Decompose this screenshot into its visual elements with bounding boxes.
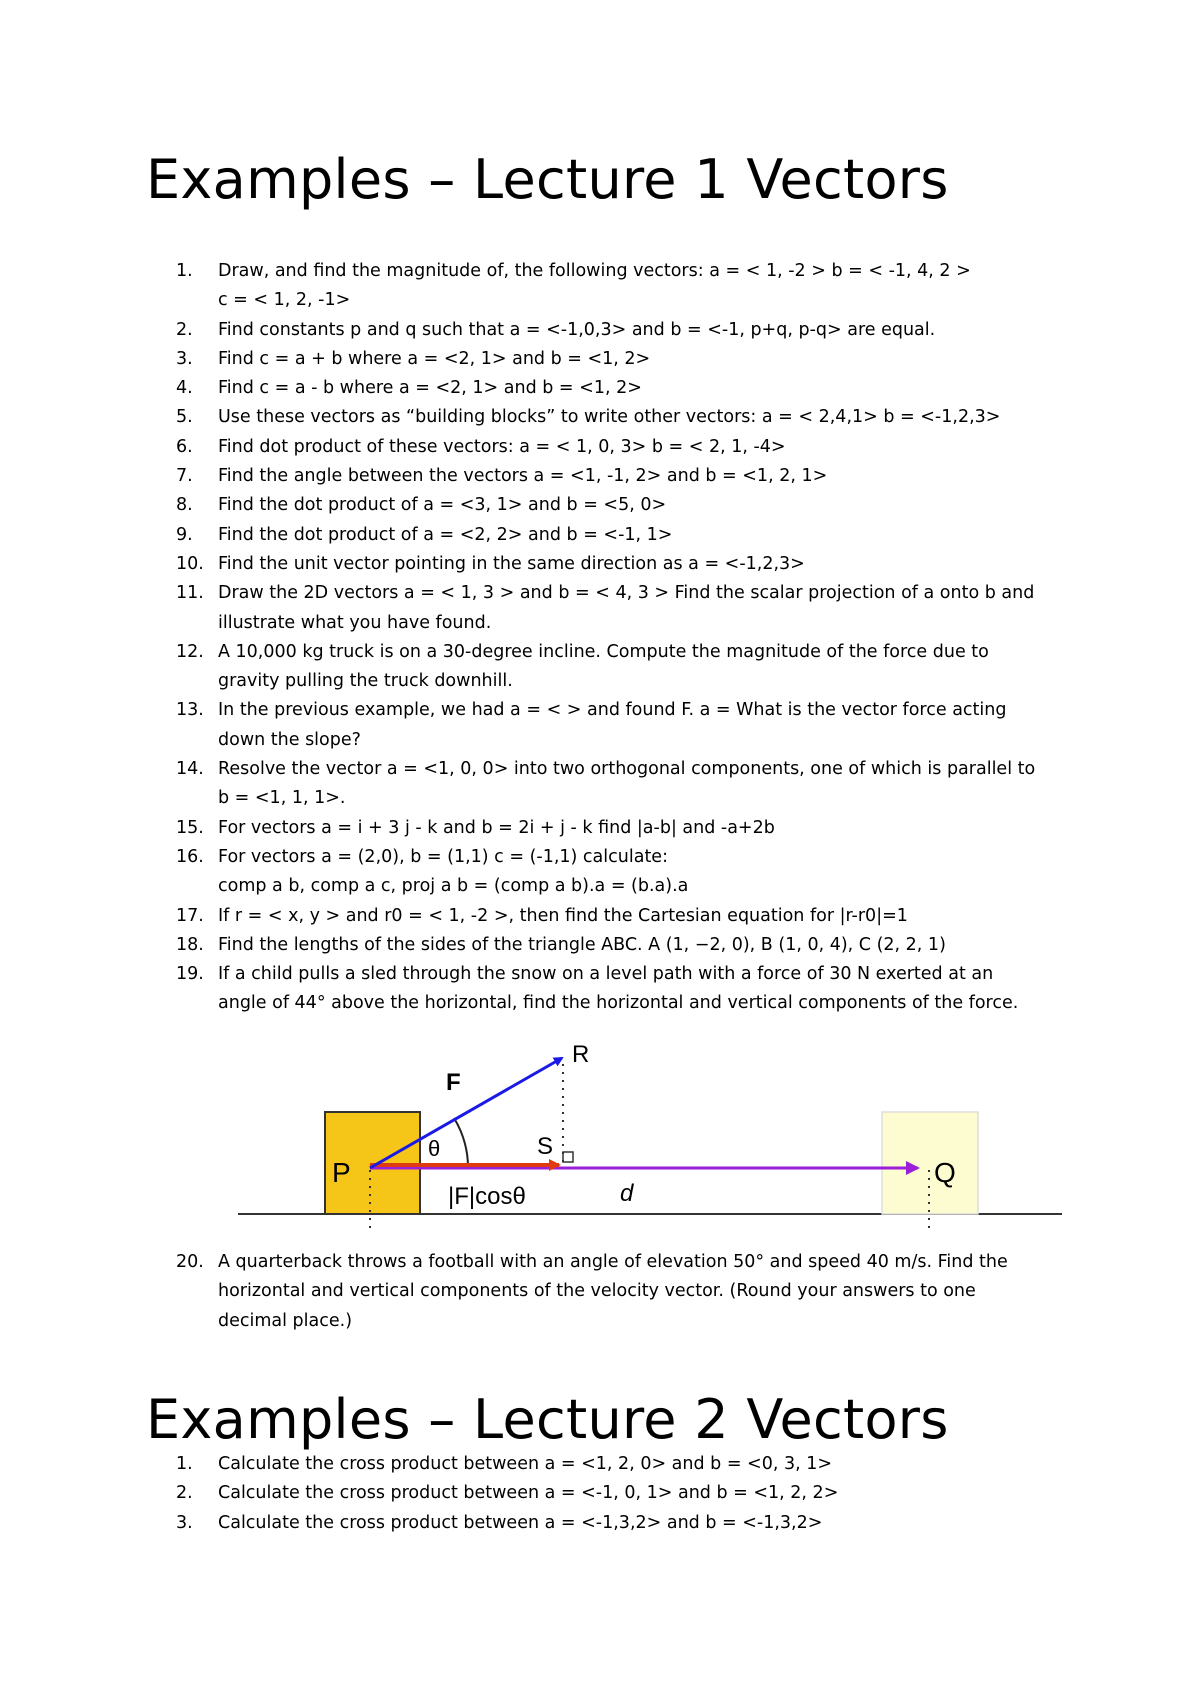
lecture2-heading: Examples – Lecture 2 Vectors	[146, 1388, 949, 1451]
list-item	[0, 433, 1058, 462]
list-item-number: 20.	[176, 1252, 204, 1272]
list-item-text: If a child pulls a sled through the snow on a level path with a force of 30 N exerted at an angle of 44° above the horizontal, find the horizontal and vertical components of the force.	[218, 964, 1019, 1014]
list-item-number: 13.	[176, 700, 204, 721]
list-item	[0, 345, 1058, 374]
label-d: d	[620, 1180, 634, 1207]
list-item	[0, 257, 1058, 316]
label-theta: θ	[428, 1136, 441, 1161]
list-item	[0, 403, 1058, 432]
list-item-text: A quarterback throws a football with an angle of elevation 50° and speed 40 m/s. Find the horizontal and vertical components of the velocity vector. (Round your answers to one decimal place.)	[218, 1252, 1008, 1331]
list-item	[0, 902, 1058, 931]
list-item-number: 16.	[176, 846, 204, 867]
list-item-number: 1.	[176, 261, 193, 281]
list-item-number: 5.	[176, 407, 193, 428]
list-item	[0, 960, 1058, 1019]
list-item	[0, 1450, 1058, 1479]
label-p: P	[332, 1157, 351, 1188]
list-item-number: 9.	[176, 524, 193, 545]
angle-arc	[454, 1118, 468, 1166]
list-item	[0, 696, 1058, 755]
list-item-text: Draw, and find the magnitude of, the following vectors: a = < 1, -2 > b = < -1, 4, 2 > c = < 1, 2, -1>	[218, 261, 971, 311]
list-item	[0, 1509, 1058, 1538]
list-item-text: Find the lengths of the sides of the triangle ABC. A (1, −2, 0), B (1, 0, 4), C (2, 2, 1)	[218, 934, 946, 955]
lecture1-heading: Examples – Lecture 1 Vectors	[146, 148, 949, 211]
list-item-number: 7.	[176, 466, 193, 487]
force-projection-diagram	[232, 1022, 1072, 1237]
list-item-number: 8.	[176, 495, 193, 516]
list-item-text: Find c = a + b where a = <2, 1> and b = <1, 2>	[218, 348, 651, 369]
list-item-number: 18.	[176, 934, 204, 955]
list-item	[0, 550, 1058, 579]
list-item-number: 6.	[176, 436, 193, 457]
list-item	[0, 638, 1058, 697]
list-item-number: 3.	[176, 348, 193, 369]
list-item-text: Use these vectors as “building blocks” to write other vectors: a = < 2,4,1> b = <-1,2,3>	[218, 407, 1001, 428]
right-angle-marker	[563, 1152, 573, 1162]
list-item-number: 12.	[176, 641, 204, 662]
list-item-number: 14.	[176, 759, 204, 780]
label-f: F	[446, 1069, 461, 1096]
list-item-number: 15.	[176, 817, 204, 838]
list-item	[0, 755, 1058, 814]
list-item-text: Find dot product of these vectors: a = < 1, 0, 3> b = < 2, 1, -4>	[218, 436, 786, 457]
box-q	[882, 1112, 978, 1214]
lecture1-question-list-continued	[0, 1248, 1200, 1336]
list-item-text: Find the unit vector pointing in the same direction as a = <-1,2,3>	[218, 553, 805, 574]
list-item	[0, 579, 1058, 638]
list-item-number: 17.	[176, 905, 204, 926]
list-item-text: In the previous example, we had a = < > and found F. a = What is the vector force acting down the slope?	[218, 700, 1007, 750]
list-item-text: Find constants p and q such that a = <-1,0,3> and b = <-1, p+q, p-q> are equal.	[218, 319, 936, 340]
list-item-number: 19.	[176, 964, 204, 985]
list-item	[0, 316, 1058, 345]
list-item-text: Calculate the cross product between a = <1, 2, 0> and b = <0, 3, 1>	[218, 1454, 833, 1474]
list-item-number: 2.	[176, 1483, 193, 1504]
list-item	[0, 521, 1058, 550]
list-item-text: Calculate the cross product between a = <-1,3,2> and b = <-1,3,2>	[218, 1512, 823, 1533]
list-item-text: Find the dot product of a = <3, 1> and b = <5, 0>	[218, 495, 667, 516]
list-item-text: Calculate the cross product between a = <-1, 0, 1> and b = <1, 2, 2>	[218, 1483, 839, 1504]
list-item	[0, 931, 1058, 960]
label-f-cos-theta: |F|cosθ	[448, 1183, 526, 1210]
list-item-text: A 10,000 kg truck is on a 30-degree incline. Compute the magnitude of the force due to gravity pulling the truck downhill.	[218, 641, 989, 692]
list-item-text: For vectors a = (2,0), b = (1,1) c = (-1,1) calculate: comp a b, comp a c, proj a b = (comp a b).a = (b.a).a	[218, 846, 689, 897]
lecture1-question-list	[0, 257, 1200, 1019]
list-item	[0, 491, 1058, 520]
list-item-text: Draw the 2D vectors a = < 1, 3 > and b = < 4, 3 > Find the scalar projection of a onto b and illustrate what you have found.	[218, 583, 1035, 633]
list-item	[0, 374, 1058, 403]
list-item	[0, 843, 1058, 902]
list-item	[0, 1248, 1058, 1336]
label-r: R	[572, 1041, 590, 1068]
list-item	[0, 814, 1058, 843]
list-item-text: For vectors a = i + 3 j - k and b = 2i + j - k find |a-b| and -a+2b	[218, 817, 775, 838]
label-s: S	[537, 1133, 554, 1160]
list-item-number: 1.	[176, 1454, 193, 1474]
list-item	[0, 1479, 1058, 1508]
list-item-text: Find the dot product of a = <2, 2> and b = <-1, 1>	[218, 524, 673, 545]
list-item-number: 10.	[176, 553, 204, 574]
list-item-number: 3.	[176, 1512, 193, 1533]
label-q: Q	[934, 1157, 956, 1188]
list-item-number: 11.	[176, 583, 204, 604]
list-item-number: 2.	[176, 319, 193, 340]
list-item	[0, 462, 1058, 491]
list-item-text: If r = < x, y > and r0 = < 1, -2 >, then find the Cartesian equation for |r-r0|=1	[218, 905, 908, 926]
list-item-number: 4.	[176, 378, 193, 399]
lecture2-question-list	[0, 1450, 1200, 1538]
list-item-text: Find c = a - b where a = <2, 1> and b = <1, 2>	[218, 378, 642, 399]
list-item-text: Resolve the vector a = <1, 0, 0> into two orthogonal components, one of which is parallel to b = <1, 1, 1>.	[218, 759, 1036, 809]
list-item-text: Find the angle between the vectors a = <1, -1, 2> and b = <1, 2, 1>	[218, 466, 828, 487]
